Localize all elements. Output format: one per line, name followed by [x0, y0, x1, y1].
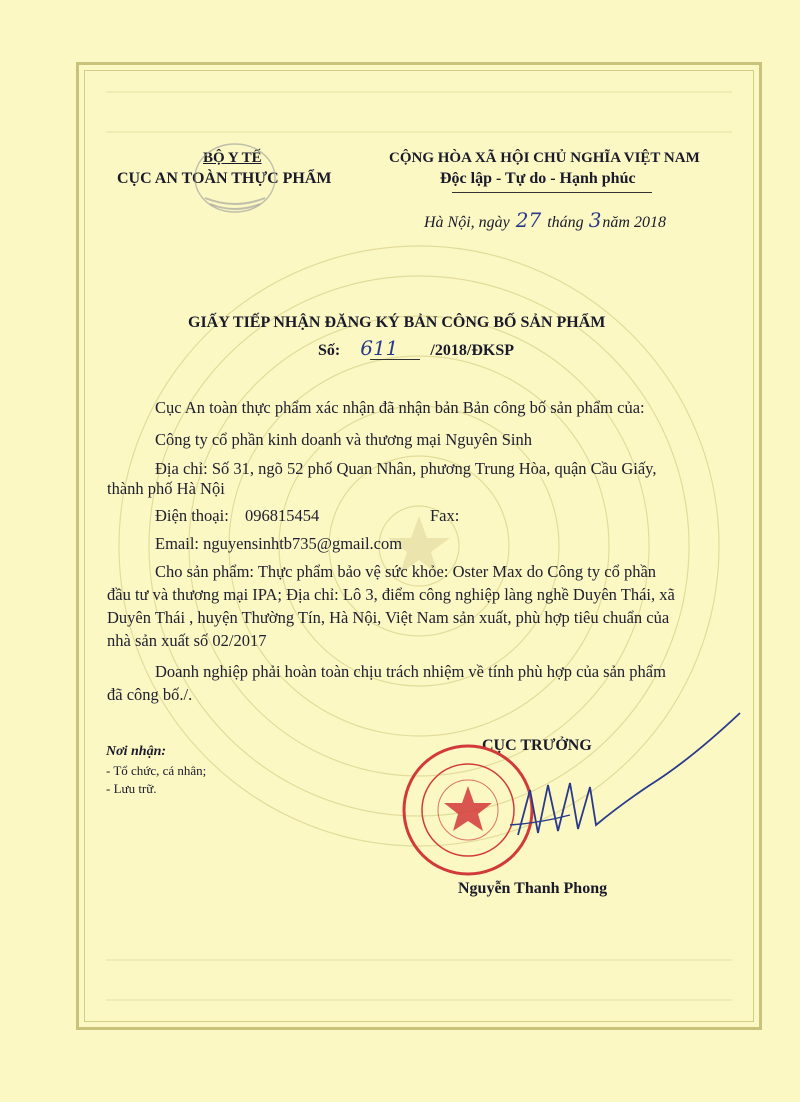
company-name: Công ty cổ phần kinh doanh và thương mại Nguyên Sinh: [155, 430, 532, 449]
product-line4: nhà sản xuất số 02/2017: [107, 631, 267, 650]
date-month-handwritten: 3: [588, 208, 602, 232]
date-month-word: tháng: [547, 214, 584, 231]
signer-title: CỤC TRƯỞNG: [482, 737, 592, 754]
number-handwritten: 611: [360, 336, 399, 360]
number-suffix: /2018/ĐKSP: [430, 342, 514, 359]
product-line1: Cho sản phẩm: Thực phẩm bảo vệ sức khỏe: Oster Max do Công ty cổ phần: [155, 562, 657, 581]
responsibility-line2: đã công bố./.: [107, 685, 193, 704]
company-address-line1: Địa chỉ: Số 31, ngõ 52 phố Quan Nhân, phương Trung Hòa, quận Cầu Giấy,: [155, 459, 657, 478]
responsibility-line1: Doanh nghiệp phải hoàn toàn chịu trách nhiệm về tính phù hợp của sản phẩm: [155, 662, 666, 681]
number-label: Số:: [318, 342, 341, 359]
department-logo: [190, 140, 280, 215]
document-title: GIẤY TIẾP NHẬN ĐĂNG KÝ BẢN CÔNG BỐ SẢN PHẨM: [188, 314, 606, 331]
recipient-item-1: - Tổ chức, cá nhân;: [106, 763, 207, 778]
phone-value: 096815454: [245, 506, 320, 525]
date-prefix: Hà Nội, ngày: [424, 214, 510, 231]
product-line3: Duyên Thái , huyện Thường Tín, Hà Nội, Việt Nam sản xuất, phù hợp tiêu chuẩn của: [107, 608, 670, 627]
phone-label: Điện thoại:: [155, 506, 229, 525]
confirmation-line: Cục An toàn thực phẩm xác nhận đã nhận bản Bản công bố sản phẩm của:: [155, 398, 645, 417]
motto-underline: [452, 192, 652, 193]
signer-name: Nguyễn Thanh Phong: [458, 880, 608, 897]
date-year: năm 2018: [602, 214, 666, 231]
company-address-line2: thành phố Hà Nội: [107, 479, 225, 498]
recipient-item-2: - Lưu trữ.: [106, 781, 157, 796]
national-motto: Độc lập - Tự do - Hạnh phúc: [440, 170, 636, 187]
ministry-name: BỘ Y TẾ: [203, 150, 262, 166]
email-line: Email: nguyensinhtb735@gmail.com: [155, 534, 403, 553]
fax-label: Fax:: [430, 506, 460, 525]
country-name: CỘNG HÒA XÃ HỘI CHỦ NGHĨA VIỆT NAM: [389, 150, 700, 166]
department-name: CỤC AN TOÀN THỰC PHẨM: [117, 170, 332, 187]
recipients-label: Nơi nhận:: [106, 744, 167, 759]
product-line2: đầu tư và thương mại IPA; Địa chỉ: Lô 3, điểm công nghiệp làng nghề Duyên Thái, xã: [107, 585, 675, 604]
title-underline: [370, 359, 420, 360]
document-number: [318, 336, 514, 360]
date-line: [424, 208, 666, 232]
handwritten-signature: [500, 705, 750, 865]
date-day-handwritten: 27: [515, 208, 542, 232]
